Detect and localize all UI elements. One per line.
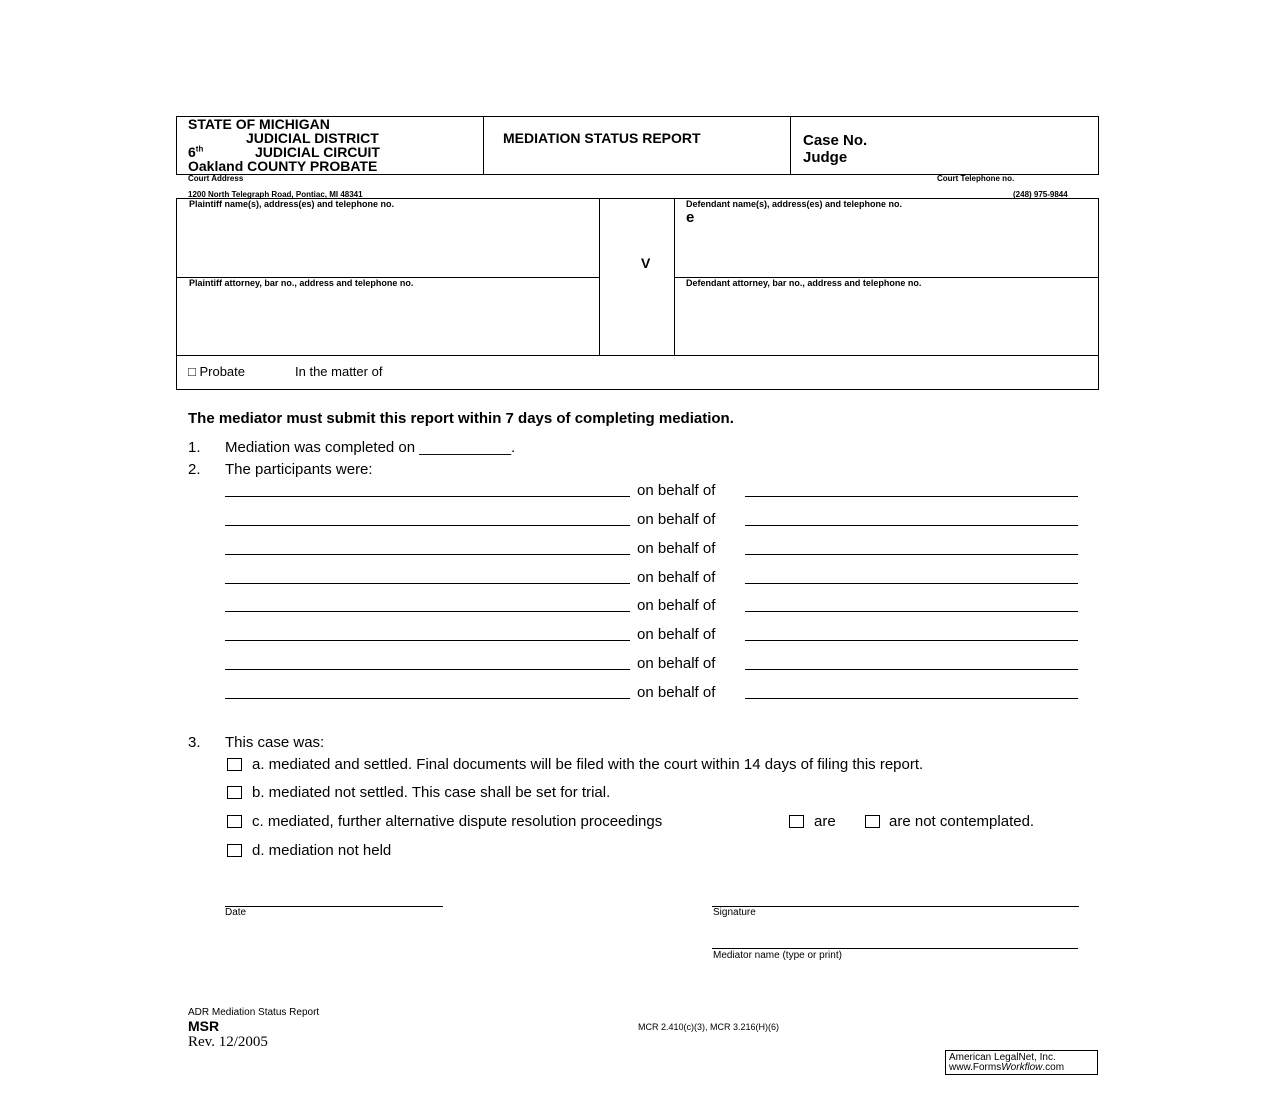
matter-of-label: In the matter of: [295, 364, 383, 379]
vendor-url-part3: .com: [1042, 1062, 1065, 1073]
behalf-party-line[interactable]: [745, 611, 1078, 612]
vendor-url-part2: Workflow: [1001, 1062, 1043, 1073]
vendor-url: [949, 1062, 1064, 1073]
participant-name-line[interactable]: [225, 496, 630, 497]
parties-bottom-divider: [176, 355, 1099, 356]
behalf-party-line[interactable]: [745, 525, 1078, 526]
option-a-label: a. mediated and settled. Final documents will be filed with the court within 14 days of filing this report.: [252, 756, 924, 773]
defendant-value: e: [686, 209, 695, 226]
option-d-checkbox[interactable]: [227, 844, 242, 857]
behalf-party-line[interactable]: [745, 640, 1078, 641]
behalf-party-line[interactable]: [745, 554, 1078, 555]
behalf-party-line[interactable]: [745, 496, 1078, 497]
judicial-circuit: JUDICIAL CIRCUIT: [255, 144, 380, 160]
behalf-label: on behalf of: [637, 655, 716, 672]
court-address: 1200 North Telegraph Road, Pontiac, MI 48341: [188, 190, 363, 199]
item3-number: 3.: [188, 734, 201, 751]
behalf-label: on behalf of: [637, 597, 716, 614]
participant-name-line[interactable]: [225, 583, 630, 584]
participant-name-line[interactable]: [225, 611, 630, 612]
court-address-label: Court Address: [188, 174, 244, 183]
behalf-label: on behalf of: [637, 511, 716, 528]
form-code: MSR: [188, 1018, 220, 1034]
participant-name-line[interactable]: [225, 554, 630, 555]
date-line[interactable]: [225, 906, 443, 907]
judge-label: Judge: [803, 149, 848, 166]
option-c-are-label: are: [814, 813, 836, 830]
signature-label: Signature: [713, 907, 756, 918]
participant-name-line[interactable]: [225, 669, 630, 670]
plaintiff-attorney-label: Plaintiff attorney, bar no., address and telephone no.: [189, 278, 414, 288]
form-revision: Rev. 12/2005: [188, 1034, 268, 1050]
form-title: MEDIATION STATUS REPORT: [503, 130, 701, 146]
case-no-label: Case No.: [803, 132, 868, 149]
option-c-are-checkbox[interactable]: [789, 815, 804, 828]
option-b-label: b. mediated not settled. This case shall be set for trial.: [252, 784, 611, 801]
signature-line[interactable]: [712, 906, 1079, 907]
item2-number: 2.: [188, 461, 201, 478]
behalf-label: on behalf of: [637, 626, 716, 643]
option-a-checkbox[interactable]: [227, 758, 242, 771]
versus: V: [641, 255, 651, 271]
item2-text: The participants were:: [225, 461, 373, 478]
circuit-number-value: 6: [188, 144, 196, 160]
behalf-party-line[interactable]: [745, 698, 1078, 699]
state-name: STATE OF MICHIGAN: [188, 116, 330, 132]
court-rules: MCR 2.410(c)(3), MCR 3.216(H)(6): [638, 1022, 780, 1032]
option-b-checkbox[interactable]: [227, 786, 242, 799]
county-probate: Oakland COUNTY PROBATE: [188, 158, 378, 174]
behalf-party-line[interactable]: [745, 583, 1078, 584]
header-divider-1: [483, 116, 484, 175]
judicial-district: JUDICIAL DISTRICT: [246, 130, 379, 146]
mediator-name-line[interactable]: [712, 948, 1078, 949]
mediator-name-label: Mediator name (type or print): [713, 950, 842, 961]
parties-outer-box: [176, 198, 1099, 390]
item1-number: 1.: [188, 439, 201, 456]
defendant-attorney-label: Defendant attorney, bar no., address and telephone no.: [686, 278, 922, 288]
plaintiff-label: Plaintiff name(s), address(es) and telephone no.: [189, 199, 395, 209]
form-name: ADR Mediation Status Report: [188, 1007, 320, 1018]
date-label: Date: [225, 907, 247, 918]
item1-text: Mediation was completed on ___________.: [225, 439, 516, 456]
header-divider-2: [790, 116, 791, 175]
behalf-label: on behalf of: [637, 482, 716, 499]
behalf-label: on behalf of: [637, 540, 716, 557]
behalf-label: on behalf of: [637, 684, 716, 701]
participant-name-line[interactable]: [225, 640, 630, 641]
circuit-number-suffix: th: [195, 144, 204, 154]
behalf-party-line[interactable]: [745, 669, 1078, 670]
option-c-checkbox[interactable]: [227, 815, 242, 828]
participant-name-line[interactable]: [225, 525, 630, 526]
vendor-name: American LegalNet, Inc.: [949, 1052, 1056, 1063]
option-c-label: c. mediated, further alternative dispute resolution proceedings: [252, 813, 663, 830]
behalf-label: on behalf of: [637, 569, 716, 586]
item3-text: This case was:: [225, 734, 325, 751]
option-c-are-not-label: are not contemplated.: [889, 813, 1035, 830]
vendor-url-part1: www.Forms: [949, 1062, 1002, 1073]
instructions: The mediator must submit this report within 7 days of completing mediation.: [188, 410, 734, 427]
court-telephone: (248) 975-9844: [1013, 190, 1068, 199]
probate-checkbox[interactable]: □ Probate: [188, 364, 245, 379]
defendant-label: Defendant name(s), address(es) and telephone no.: [686, 199, 903, 209]
option-c-are-not-checkbox[interactable]: [865, 815, 880, 828]
option-d-label: d. mediation not held: [252, 842, 392, 859]
participant-name-line[interactable]: [225, 698, 630, 699]
court-telephone-label: Court Telephone no.: [937, 174, 1015, 183]
